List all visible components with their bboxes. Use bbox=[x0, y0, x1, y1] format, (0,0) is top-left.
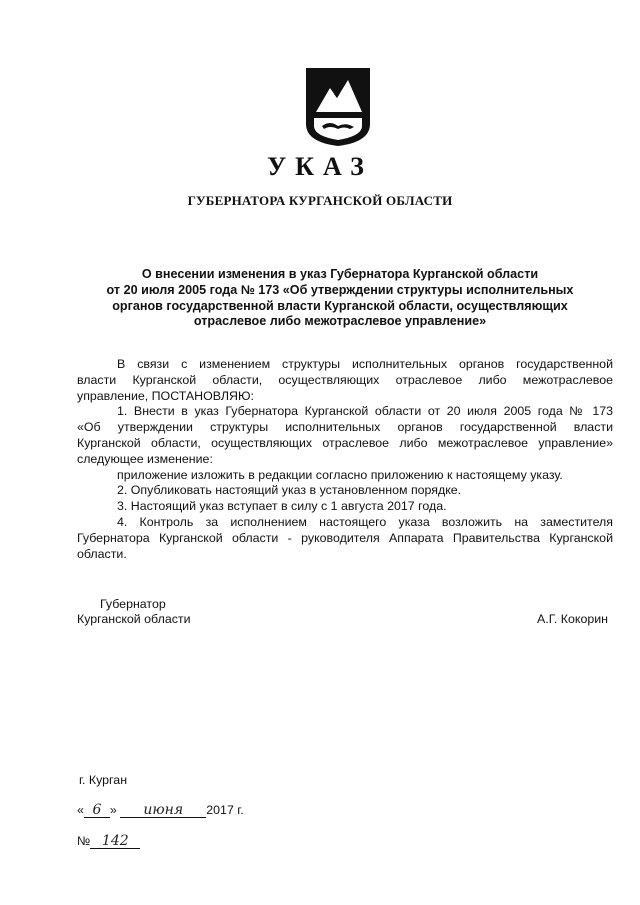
body-line: управление, ПОСТАНОВЛЯЮ: bbox=[77, 388, 254, 403]
date-close-quote: » bbox=[109, 803, 117, 817]
body-line: 4. Контроль за исполнением настоящего указа возложить на заместителя bbox=[117, 514, 613, 529]
signatory-region: Курганской области bbox=[77, 612, 191, 626]
date-open-quote: « bbox=[77, 803, 84, 817]
signatory-name: А.Г. Кокорин bbox=[537, 612, 609, 626]
body-line: Курганской области, осуществляющих отраслевое либо межотраслевое управление» bbox=[77, 435, 613, 450]
decree-heading bbox=[70, 267, 610, 330]
number-value: 142 bbox=[90, 834, 140, 849]
body-line: 1. Внести в указ Губернатора Курганской области от 20 июля 2005 года № 173 bbox=[117, 404, 613, 419]
document-title: УКАЗ bbox=[267, 152, 373, 181]
date-month: июня bbox=[120, 803, 206, 818]
date-year: 2017 г. bbox=[206, 803, 244, 817]
date-day: 6 bbox=[84, 803, 110, 818]
body-line: области. bbox=[77, 546, 127, 561]
body-line: власти Курганской области, осуществляющих отраслевое либо межотраслевое bbox=[77, 372, 613, 387]
heading-line: О внесении изменения в указ Губернатора Курганской области bbox=[141, 267, 539, 281]
decree-number bbox=[77, 834, 140, 849]
number-prefix: № bbox=[77, 834, 91, 848]
body-line: 3. Настоящий указ вступает в силу с 1 августа 2017 года. bbox=[117, 499, 447, 514]
decree-body bbox=[77, 357, 613, 562]
signatory-title: Губернатор bbox=[100, 597, 166, 611]
body-line: «Об утверждении структуры исполнительных органов государственной власти bbox=[77, 420, 613, 435]
coat-of-arms-emblem bbox=[304, 66, 372, 148]
body-line: 2. Опубликовать настоящий указ в установленном порядке. bbox=[117, 483, 462, 498]
document-subtitle: ГУБЕРНАТОРА КУРГАНСКОЙ ОБЛАСТИ bbox=[187, 193, 453, 208]
body-line: приложение изложить в редакции согласно приложению к настоящему указу. bbox=[117, 467, 563, 482]
body-line: Губернатора Курганской области - руководителя Аппарата Правительства Курганской bbox=[77, 530, 613, 545]
heading-line: отраслевое либо межотраслевое управление» bbox=[193, 314, 487, 329]
body-line: В связи с изменением структуры исполнительных органов государственной bbox=[117, 357, 613, 371]
heading-line: органов государственной власти Курганской области, осуществляющих bbox=[112, 298, 568, 313]
heading-line: от 20 июля 2005 года № 173 «Об утверждении структуры исполнительных bbox=[106, 282, 574, 297]
body-line: следующее изменение: bbox=[77, 451, 213, 466]
place-of-signing: г. Курган bbox=[79, 773, 128, 787]
decree-date bbox=[77, 803, 244, 818]
